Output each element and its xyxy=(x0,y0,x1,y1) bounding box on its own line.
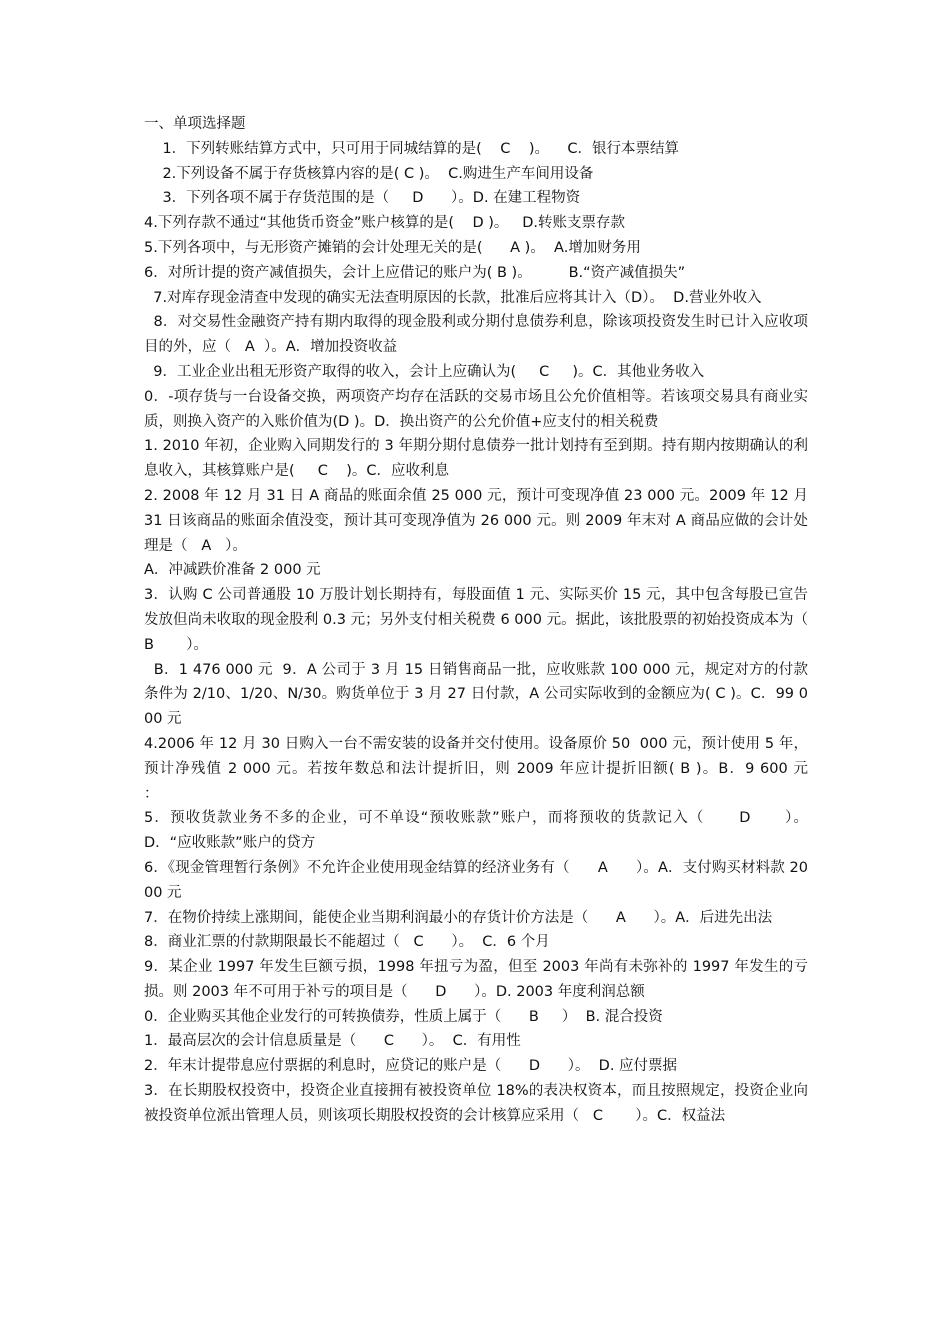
question-paragraph: 9．某企业 1997 年发生巨额亏损，1998 年扭亏为盈，但至 2003 年尚有未弥补的 1997 年发生的亏损。则 2003 年不可用于补亏的项目是（ D ）。D. 2003 年度利润总额 xyxy=(144,959,808,1000)
question-paragraph: 5．预收货款业务不多的企业，可不单设“预收账款”账户，而将预收的货款记入（ D ）。 D．“应收账款”账户的贷方 xyxy=(144,810,822,852)
question-paragraph: 0．企业购买其他企业发行的可转换债券，性质上属于（ B ） B. 混合投资 xyxy=(144,1008,663,1025)
question-paragraph: 6．对所计提的资产减值损失，会计上应借记的账户为( B )。 B.“资产减值损失” xyxy=(144,264,686,281)
question-paragraph: 1．最高层次的会计信息质量是（ C ）。 C．有用性 xyxy=(144,1033,521,1050)
question-paragraph: B．1 476 000 元 9．A 公司于 3 月 15 日销售商品一批，应收账款 100 000 元，规定对方的付款条件为 2/10、1/20、N/30。购货单位于 3 月 27 日付款，A 公司实际收到的金额应为( C )。C．99 000 元 xyxy=(144,661,808,728)
question-paragraph: 3．下列各项不属于存货范围的是（ D ）。D. 在建工程物资 xyxy=(144,190,581,207)
question-paragraph: 4.下列存款不通过“其他货币资金”账户核算的是( D )。 D.转账支票存款 xyxy=(144,215,625,232)
section-heading: 一、单项选择题 xyxy=(144,116,246,132)
question-paragraph: 6．《现金管理暂行条例》不允许企业使用现金结算的经济业务有（ A ）。A．支付购买材料款 2000 元 xyxy=(144,859,808,901)
question-paragraph: 8．对交易性金融资产持有期内取得的现金股利或分期付息债券利息，除该项投资发生时已计入应收项目的外，应（ A ）。A．增加投资收益 xyxy=(144,314,808,356)
question-paragraph: 7．在物价持续上涨期间，能使企业当期利润最小的存货计价方法是（ A ）。A．后进先出法 xyxy=(144,909,773,926)
question-paragraph: 2．年末计提带息应付票据的利息时，应贷记的账户是（ D ）。 D. 应付票据 xyxy=(144,1058,678,1075)
question-paragraph: 5.下列各项中，与无形资产摊销的会计处理无关的是( A )。 A.增加财务用 xyxy=(144,239,641,256)
question-paragraph: 9．工业企业出租无形资产取得的收入，会计上应确认为( C )。C．其他业务收入 xyxy=(144,363,705,380)
question-paragraph: 0．-项存货与一台设备交换，两项资产均存在活跃的交易市场且公允价值相等。若该项交易具有商业实质，则换入资产的入账价值为(D )。D．换出资产的公允价值+应支付的相关税费 xyxy=(144,388,808,430)
question-paragraph: 2.下列设备不属于存货核算内容的是( C )。 C.购进生产车间用设备 xyxy=(144,165,594,182)
question-paragraph: 2. 2008 年 12 月 31 日 A 商品的账面余值 25 000 元，预计可变现净值 23 000 元。2009 年 12 月 31 日该商品的账面余值没变，预计其可变现净值为 26 000 元。则 2009 年末对 A 商品应做的会计处理是（ A ）。 xyxy=(144,487,813,554)
question-paragraph: 1．下列转账结算方式中，只可用于同城结算的是( C )。 C．银行本票结算 xyxy=(144,140,680,157)
question-paragraph: 3．认购 C 公司普通股 10 万股计划长期持有，每股面值 1 元、实际买价 15 元，其中包含每股已宣告发放但尚未收取的现金股利 0.3 元；另外支付相关税费 6 000 元。据此，该批股票的初始投资成本为（ B ）。 xyxy=(144,587,841,653)
question-paragraph: 7.对库存现金清查中发现的确实无法查明原因的长款，批准后应将其计入（D）。 D.营业外收入 xyxy=(144,289,762,306)
document-page xyxy=(144,112,850,1129)
question-paragraph: 4.2006 年 12 月 30 日购入一台不需安装的设备并交付使用。设备原价 50 000 元，预计使用 5 年，预计净残值 2 000 元。若按年数总和法计提折旧，则 2009 年应计提折旧额( B )。B．9 600 元 ： xyxy=(144,735,850,802)
answer-paragraph: A．冲减跌价准备 2 000 元 xyxy=(144,562,321,579)
question-paragraph: 8．商业汇票的付款期限最长不能超过（ C ）。 C．6 个月 xyxy=(144,934,550,951)
question-paragraph: 3．在长期股权投资中，投资企业直接拥有被投资单位 18%的表决权资本，而且按照规定，投资企业向被投资单位派出管理人员，则该项长期股权投资的会计核算应采用（ C ）。C．权益法 xyxy=(144,1083,808,1124)
question-paragraph: 1. 2010 年初，企业购入同期发行的 3 年期分期付息债券一批计划持有至到期。持有期内按期确认的利息收入，其核算账户是( C )。C．应收利息 xyxy=(144,438,808,480)
